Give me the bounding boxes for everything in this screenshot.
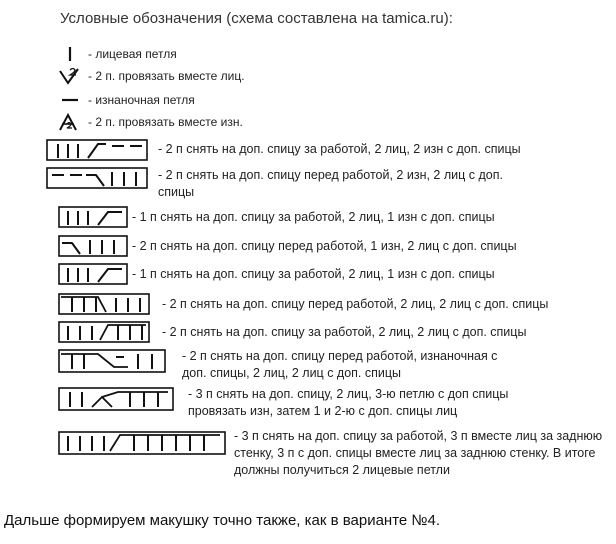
footer-note: Дальше формируем макушку точно также, как в варианте №4. — [4, 512, 441, 529]
purl-two-together-icon — [56, 112, 84, 132]
cable-symbol-icon — [46, 166, 156, 192]
cable-symbol-icon — [58, 205, 138, 231]
cable-description: - 2 п снять на доп. спицу перед работой, 2 изн, 2 лиц с доп. спицы — [158, 168, 503, 199]
legend-item-purl — [56, 90, 195, 110]
legend-text: - лицевая петля — [88, 47, 177, 61]
legend-item-knit — [56, 44, 177, 64]
cable-description: - 2 п снять на доп. спицу перед работой, 1 изн, 2 лиц с доп. спицы — [132, 239, 517, 253]
legend-item-k2tog — [56, 66, 245, 86]
cable-description: - 3 п снять на доп. спицу за работой, 3 п вместе лиц за заднюю стенку, 3 п с доп. спицы вместе лиц за заднюю стенку. В итоге должны получиться 2 лицевые петли — [234, 429, 603, 477]
cable-row — [58, 292, 606, 320]
knit-two-together-icon — [56, 66, 84, 86]
cable-row — [58, 262, 606, 290]
cable-symbol-icon — [58, 292, 158, 318]
cable-row — [58, 234, 606, 262]
legend-title: Условные обозначения (схема составлена на tamica.ru): — [60, 10, 453, 27]
cable-description: - 2 п снять на доп. спицу за работой, 2 лиц, 2 лиц с доп. спицы — [162, 325, 527, 339]
cable-description: - 2 п снять на доп. спицу перед работой, 2 лиц, 2 лиц с доп. спицы — [162, 297, 549, 311]
cable-description: - 1 п снять на доп. спицу за работой, 2 лиц, 1 изн с доп. спицы — [132, 267, 495, 281]
purl-stitch-icon — [56, 90, 84, 110]
cable-row — [58, 205, 606, 233]
cable-symbol-icon — [58, 385, 188, 415]
cable-row — [58, 320, 606, 348]
cable-symbol-icon — [46, 138, 156, 164]
cable-symbol-icon — [58, 347, 178, 377]
legend-item-p2tog — [56, 112, 243, 132]
cable-row — [58, 426, 606, 484]
knit-stitch-icon — [56, 44, 84, 64]
cable-symbol-icon — [58, 234, 138, 260]
legend-text: - 2 п. провязать вместе изн. — [88, 115, 243, 129]
cable-description: - 1 п снять на доп. спицу за работой, 2 лиц, 1 изн с доп. спицы — [132, 210, 495, 224]
cable-row — [58, 385, 606, 425]
legend-text: - 2 п. провязать вместе лиц. — [88, 69, 245, 83]
cable-row — [46, 138, 606, 166]
cable-symbol-icon — [58, 320, 158, 346]
legend-text: - изнаночная петля — [88, 93, 195, 107]
cable-row — [46, 166, 606, 202]
cable-description: - 2 п снять на доп. спицу за работой, 2 лиц, 2 изн с доп. спицы — [158, 142, 521, 156]
cable-row — [58, 347, 606, 385]
cable-description: - 2 п снять на доп. спицу перед работой, изнаночная с доп. спицы, 2 лиц, 2 лиц с доп. спицы — [182, 349, 498, 380]
cable-description: - 3 п снять на доп. спицу, 2 лиц, 3-ю петлю с доп спицы провязать изн, затем 1 и 2-ю с доп. спицы лиц — [188, 387, 509, 418]
cable-symbol-icon — [58, 426, 233, 460]
cable-symbol-icon — [58, 262, 138, 288]
